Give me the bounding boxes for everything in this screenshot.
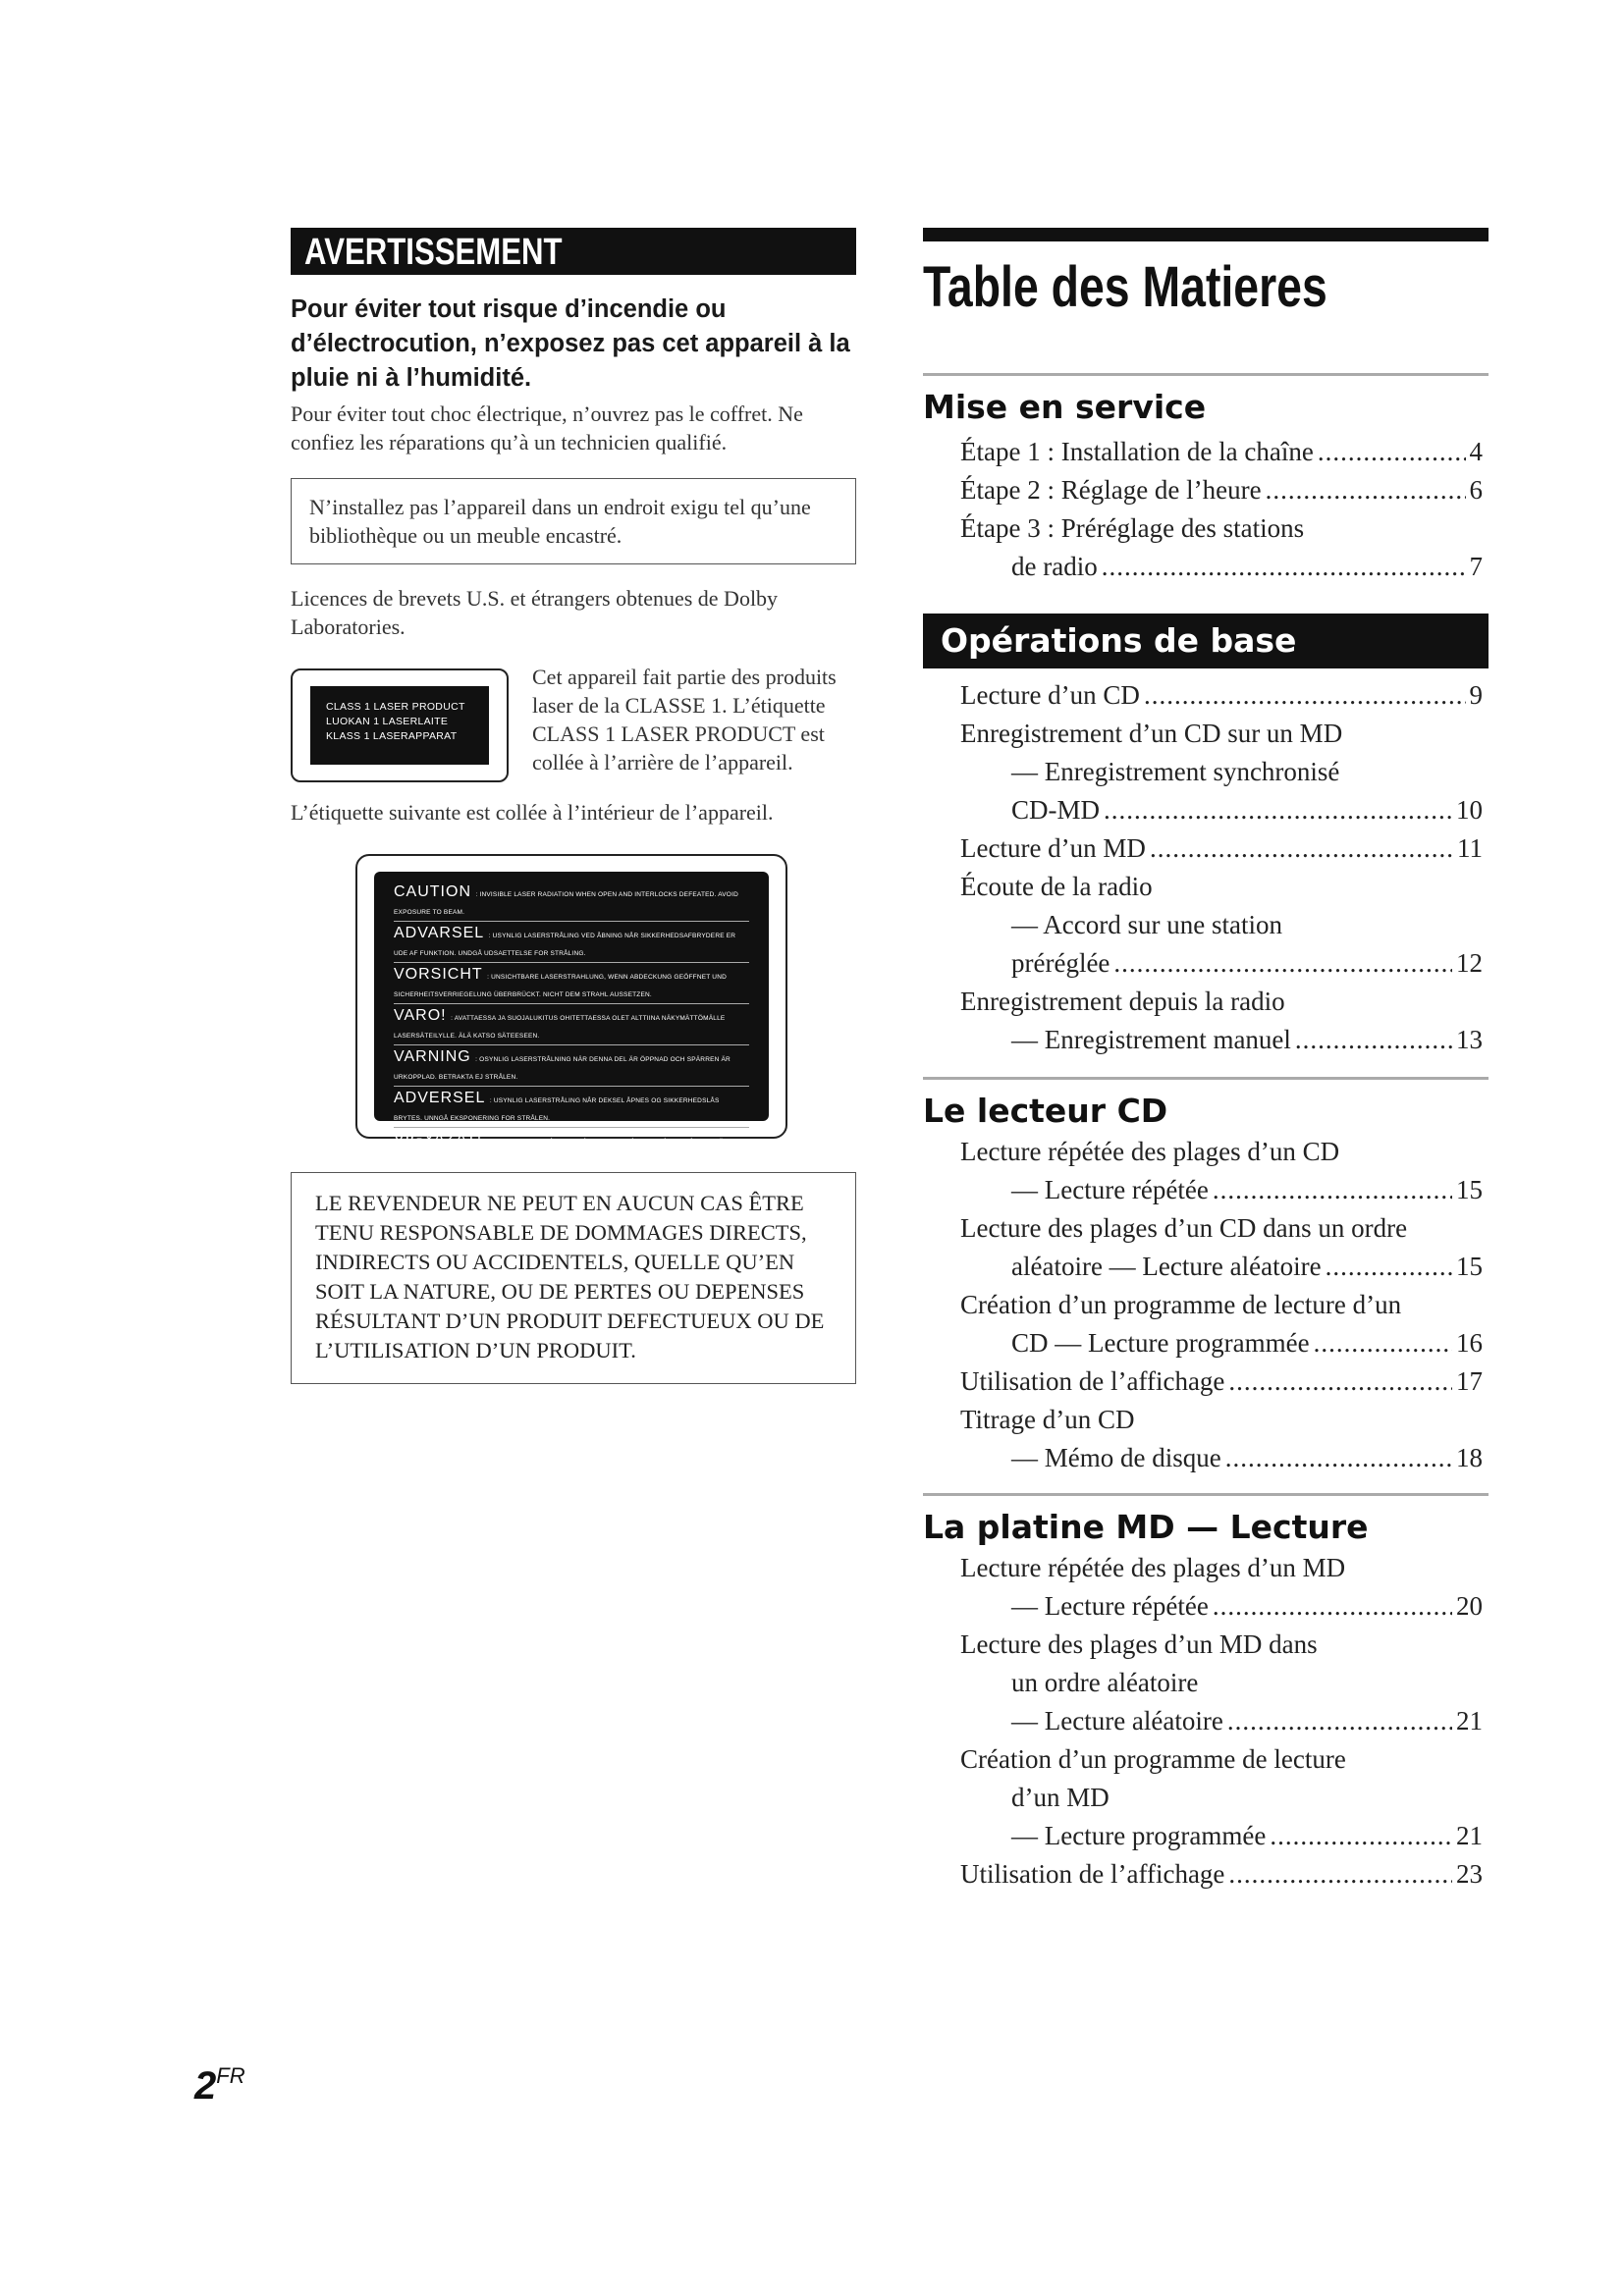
section-rule xyxy=(923,1493,1489,1496)
toc-leader-dots xyxy=(1104,791,1452,829)
toc-entry-page: 18 xyxy=(1456,1443,1483,1472)
caution-line xyxy=(394,1131,749,1168)
caution-line xyxy=(394,925,749,963)
caution-word: VIGYAZAT! xyxy=(394,1131,483,1148)
caution-text: : UNSICHTBARE LASERSTRAHLUNG, WENN ABDECKUNG GEÖFFNET UND SICHERHEITSVERRIEGELUNG ÜBERBRÜCKT. NICHT DEM STRAHL AUSSETZEN. xyxy=(394,974,727,998)
toc-entry-label: Enregistrement d’un CD sur un MD xyxy=(960,719,1343,748)
toc-entry-page: 12 xyxy=(1456,948,1483,978)
toc-entry-label: Lecture d’un CD xyxy=(960,680,1140,710)
laser-label-line: LUOKAN 1 LASERLAITE xyxy=(326,716,449,727)
toc-entry[interactable] xyxy=(923,1664,1489,1702)
toc-entry-label: de radio xyxy=(1011,552,1098,581)
toc-leader-dots xyxy=(1225,1439,1452,1477)
toc-entry[interactable] xyxy=(923,1248,1489,1286)
toc-entry[interactable] xyxy=(923,1740,1489,1779)
toc-entry[interactable] xyxy=(923,791,1489,829)
laser-class-text: Cet appareil fait partie des produits laser de la CLASSE 1. L’étiquette CLASS 1 LASER PRODUCT est collée à l’arrière de l’appareil. xyxy=(532,665,837,774)
toc-entry-page: 7 xyxy=(1469,552,1483,581)
toc-entry-label: préréglée xyxy=(1011,948,1110,978)
toc-entry-label: Étape 3 : Préréglage des stations xyxy=(960,513,1305,543)
toc-leader-dots xyxy=(1314,1324,1452,1362)
toc-leader-dots xyxy=(1266,471,1466,509)
toc-section xyxy=(923,614,1489,1059)
toc-top-bar xyxy=(923,228,1489,241)
caution-word: ADVERSEL xyxy=(394,1090,486,1106)
toc-leader-dots xyxy=(1270,1817,1452,1855)
toc-entry-label: Lecture d’un MD xyxy=(960,833,1146,863)
caution-line xyxy=(394,966,749,1004)
caution-line xyxy=(394,1007,749,1045)
toc-entry[interactable] xyxy=(923,829,1489,868)
toc-entry-page: 17 xyxy=(1456,1366,1483,1396)
toc-entry-label: Écoute de la radio xyxy=(960,872,1153,901)
toc-entry-label: — Lecture répétée xyxy=(1011,1175,1209,1204)
toc-entry[interactable] xyxy=(923,1362,1489,1401)
toc-entry-list xyxy=(923,1549,1489,1894)
toc-leader-dots xyxy=(1228,1362,1452,1401)
toc-entry-label: — Accord sur une station xyxy=(1011,910,1282,939)
toc-entry-label: Création d’un programme de lecture xyxy=(960,1744,1346,1774)
toc-leader-dots xyxy=(1318,433,1466,471)
toc-entry[interactable] xyxy=(923,1439,1489,1477)
toc-entry-label: — Enregistrement synchronisé xyxy=(1011,757,1340,786)
toc-entry-page: 21 xyxy=(1456,1821,1483,1850)
page-number-value: 2 xyxy=(194,2064,217,2108)
section-rule xyxy=(923,1077,1489,1080)
page-number xyxy=(194,2063,245,2109)
toc-entry-page: 15 xyxy=(1456,1252,1483,1281)
toc-entry[interactable] xyxy=(923,1855,1489,1894)
toc-entry-label: CD — Lecture programmée xyxy=(1011,1328,1310,1358)
toc-entry[interactable] xyxy=(923,983,1489,1021)
toc-sections xyxy=(923,373,1489,1894)
laser-class-row xyxy=(291,663,856,782)
toc-section xyxy=(923,1077,1489,1477)
toc-leader-dots xyxy=(1150,829,1453,868)
warning-title-bar xyxy=(291,228,856,275)
toc-entry-page: 6 xyxy=(1469,475,1483,505)
toc-entry-page: 16 xyxy=(1456,1328,1483,1358)
toc-leader-dots xyxy=(1213,1587,1452,1626)
caution-text: : AVATTAESSA JA SUOJALUKITUS OHITETTAESSA OLET ALTTIINA NÄKYMÄTTÖMÄLLE LASERSÄTEILYLLE. ÄLÄ KATSO SÄTEESEEN. xyxy=(394,1015,726,1040)
toc-entry-label: CD-MD xyxy=(1011,795,1101,825)
toc-entry[interactable] xyxy=(923,944,1489,983)
toc-entry-page: 15 xyxy=(1456,1175,1483,1204)
patent-notice: Licences de brevets U.S. et étrangers obtenues de Dolby Laboratories. xyxy=(291,586,779,639)
toc-entry-page: 10 xyxy=(1456,795,1483,825)
toc-entry[interactable] xyxy=(923,868,1489,906)
toc-entry[interactable] xyxy=(923,433,1489,471)
toc-leader-dots xyxy=(1213,1171,1452,1209)
caution-text: : USYNLIG LASERSTRÅLING NÅR DEKSEL ÅPNES OG SIKKERHEDSLÅS BRYTES. UNNGÅ EKSPONERING FOR STRÅLEN. xyxy=(394,1097,720,1122)
caution-line xyxy=(394,1090,749,1128)
warning-body-text: Pour éviter tout choc électrique, n’ouvrez pas le coffret. Ne confiez les réparations qu’à un technicien qualifié. xyxy=(291,401,803,454)
section-heading: Opérations de base xyxy=(923,614,1489,668)
toc-column xyxy=(923,228,1489,1894)
toc-entry-label: — Lecture répétée xyxy=(1011,1591,1209,1621)
toc-entry-page: 21 xyxy=(1456,1706,1483,1735)
section-rule xyxy=(923,373,1489,376)
warning-bold-text: Pour éviter tout risque d’incendie ou d’électrocution, n’exposez pas cet appareil à la pluie ni à l’humidité. xyxy=(291,295,850,392)
toc-entry-page: 13 xyxy=(1456,1025,1483,1054)
laser-label-line: CLASS 1 LASER PRODUCT xyxy=(326,701,465,713)
toc-entry-label: Lecture des plages d’un CD dans un ordre xyxy=(960,1213,1408,1243)
toc-entry[interactable] xyxy=(923,1779,1489,1817)
dealer-liability-box: LE REVENDEUR NE PEUT EN AUCUN CAS ÊTRE TENU RESPONSABLE DE DOMMAGES DIRECTS, INDIRECTS OU ACCIDENTELS, QUELLE QU’EN SOIT LA NATURE, OU DE PERTES OU DEPENSES RÉSULTANT D’UN PRODUIT DEFECTUEUX OU DE L’UTILISATION D’UN PRODUIT. xyxy=(291,1172,856,1384)
caution-word: VARO! xyxy=(394,1007,447,1024)
caution-text: : USYNLIG LASERSTRÅLING VED ÅBNING NÅR SIKKERHEDSAFBRYDERE ER UDE AF FUNKTION. UNDGÅ UDSAETTELSE FOR STRÅLING. xyxy=(394,933,736,957)
toc-leader-dots xyxy=(1102,548,1466,586)
toc-entry-label: — Mémo de disque xyxy=(1011,1443,1221,1472)
toc-entry-list xyxy=(923,433,1489,586)
toc-entry[interactable] xyxy=(923,676,1489,715)
toc-entry-label: Utilisation de l’affichage xyxy=(960,1366,1225,1396)
warning-column xyxy=(291,228,856,1384)
toc-entry[interactable] xyxy=(923,753,1489,791)
toc-section xyxy=(923,1493,1489,1894)
toc-entry-label: Lecture répétée des plages d’un CD xyxy=(960,1137,1340,1166)
toc-entry[interactable] xyxy=(923,1324,1489,1362)
toc-entry-label: Enregistrement depuis la radio xyxy=(960,987,1285,1016)
page-number-suffix: FR xyxy=(216,2063,245,2088)
caution-word: CAUTION xyxy=(394,883,471,900)
toc-entry-label: Étape 2 : Réglage de l’heure xyxy=(960,475,1262,505)
install-notice-box: N’installez pas l’appareil dans un endroit exigu tel qu’une bibliothèque ou un meuble encastré. xyxy=(291,478,856,564)
toc-entry-label: Utilisation de l’affichage xyxy=(960,1859,1225,1889)
toc-entry[interactable] xyxy=(923,1133,1489,1171)
toc-leader-dots xyxy=(1326,1248,1452,1286)
toc-title: Table des Matieres xyxy=(923,255,1327,319)
toc-entry[interactable] xyxy=(923,509,1489,548)
toc-leader-dots xyxy=(1295,1021,1452,1059)
toc-entry[interactable] xyxy=(923,548,1489,586)
toc-entry-label: un ordre aléatoire xyxy=(1011,1668,1199,1697)
toc-leader-dots xyxy=(1228,1855,1452,1894)
toc-entry-label: Création d’un programme de lecture d’un xyxy=(960,1290,1402,1319)
caution-line xyxy=(394,1048,749,1087)
toc-entry-label: Lecture des plages d’un MD dans xyxy=(960,1629,1318,1659)
caution-word: VARNING xyxy=(394,1048,471,1065)
toc-entry-page: 23 xyxy=(1456,1859,1483,1889)
toc-entry-page: 4 xyxy=(1469,437,1483,466)
toc-entry[interactable] xyxy=(923,906,1489,944)
laser-label-line: KLASS 1 LASERAPPARAT xyxy=(326,730,458,742)
toc-entry[interactable] xyxy=(923,1817,1489,1855)
section-heading: La platine MD — Lecture xyxy=(923,1508,1369,1546)
toc-entry-label: Étape 1 : Installation de la chaîne xyxy=(960,437,1314,466)
toc-leader-dots xyxy=(1113,944,1452,983)
toc-entry[interactable] xyxy=(923,1549,1489,1587)
caution-text: : A BURKOLAT NYITÁSAKOR LÁTHATATLAN LÉZERSUGÁRVESZÉLY! KERÜLJE A BESUGÁRZÁST! xyxy=(394,1139,741,1163)
toc-section xyxy=(923,373,1489,586)
toc-entry-list xyxy=(923,676,1489,1059)
warning-title: AVERTISSEMENT xyxy=(304,232,563,273)
caution-text: : OSYNLIG LASERSTRÅLNING NÄR DENNA DEL ÄR ÖPPNAD OCH SPÄRREN ÄR URKOPPLAD. BETRAKTA EJ STRÅLEN. xyxy=(394,1056,731,1081)
toc-entry-label: d’un MD xyxy=(1011,1783,1110,1812)
toc-entry[interactable] xyxy=(923,1587,1489,1626)
toc-entry-label: — Lecture aléatoire xyxy=(1011,1706,1223,1735)
section-heading: Mise en service xyxy=(923,388,1207,426)
toc-entry-label: Titrage d’un CD xyxy=(960,1405,1135,1434)
toc-entry[interactable] xyxy=(923,1702,1489,1740)
toc-entry[interactable] xyxy=(923,1286,1489,1324)
toc-entry-page: 9 xyxy=(1469,680,1483,710)
toc-entry[interactable] xyxy=(923,1401,1489,1439)
toc-entry-label: aléatoire — Lecture aléatoire xyxy=(1011,1252,1322,1281)
toc-leader-dots xyxy=(1227,1702,1452,1740)
toc-entry[interactable] xyxy=(923,715,1489,753)
toc-entry-page: 11 xyxy=(1457,833,1483,863)
toc-entry[interactable] xyxy=(923,471,1489,509)
caution-line xyxy=(394,883,749,922)
caution-word: ADVARSEL xyxy=(394,925,485,941)
caution-label-image xyxy=(355,854,787,1163)
toc-entry-label: Lecture répétée des plages d’un MD xyxy=(960,1553,1346,1582)
class1-laser-label-image xyxy=(291,668,509,782)
toc-entry[interactable] xyxy=(923,1626,1489,1664)
toc-entry[interactable] xyxy=(923,1209,1489,1248)
toc-leader-dots xyxy=(1144,676,1466,715)
toc-entry-label: — Lecture programmée xyxy=(1011,1821,1267,1850)
caution-word: VORSICHT xyxy=(394,966,483,983)
toc-entry[interactable] xyxy=(923,1021,1489,1059)
toc-entry[interactable] xyxy=(923,1171,1489,1209)
toc-entry-page: 20 xyxy=(1456,1591,1483,1621)
toc-entry-label: — Enregistrement manuel xyxy=(1011,1025,1291,1054)
toc-entry-list xyxy=(923,1133,1489,1477)
section-heading: Le lecteur CD xyxy=(923,1092,1168,1130)
inside-label-text: L’étiquette suivante est collée à l’intérieur de l’appareil. xyxy=(291,800,774,825)
caution-text: : INVISIBLE LASER RADIATION WHEN OPEN AND INTERLOCKS DEFEATED. AVOID EXPOSURE TO BEAM. xyxy=(394,891,738,916)
